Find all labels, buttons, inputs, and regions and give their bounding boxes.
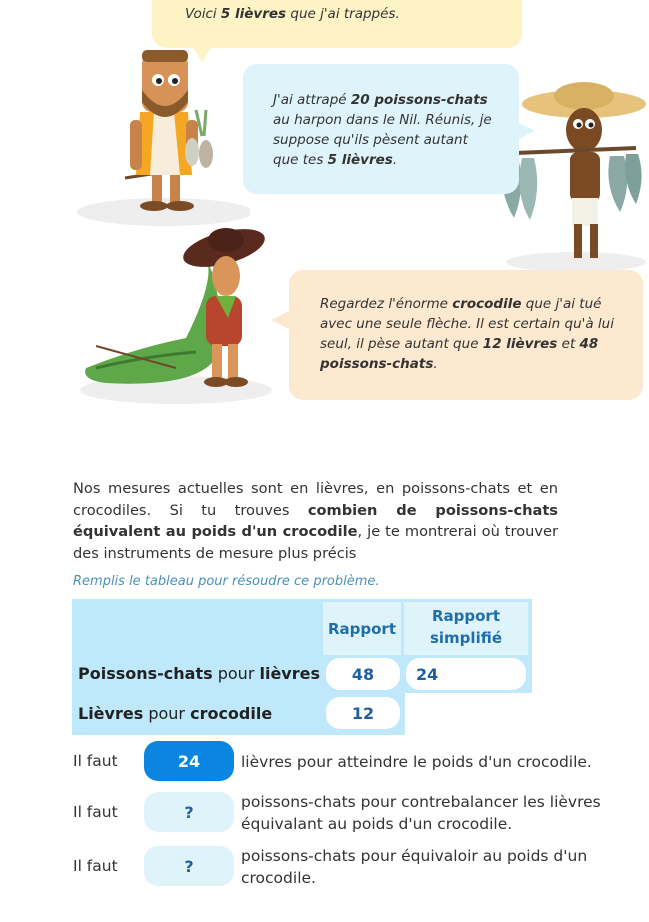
row-label-hares-crocodile: Lièvres pour crocodile [78,704,273,723]
fisher-speech-bubble [243,64,519,194]
answer-2-prefix: Il faut [73,803,118,821]
hunter-speech-bubble [152,0,522,48]
simplified-header: Rapport simplifié [429,607,502,647]
hares-crocodile-ratio-cell[interactable]: 12 [326,697,400,729]
answer-1-prefix: Il faut [73,752,118,770]
catfish-hares-ratio-cell[interactable]: 48 [326,658,400,690]
archer-speech-text: Regardez l'énorme crocodile que j'ai tué avec une seule flèche. Il est certain qu'à lui seul, il pèse autant que 12 lièvres et 48 poissons-chats. [320,296,614,372]
answer-3-field[interactable]: ? [144,846,234,886]
answer-1-field[interactable]: 24 [144,741,234,781]
answer-2-field[interactable]: ? [144,792,234,832]
row-label-catfish-hares: Poissons-chats pour lièvres [78,664,320,683]
answer-1-text: lièvres pour atteindre le poids d'un crocodile. [241,753,592,771]
ratio-header: Rapport [327,620,397,638]
hunter-illustration [70,40,250,230]
hunter-speech-text: Voici 5 lièvres que j'ai trappés. [185,6,400,22]
archer-speech-bubble [289,270,643,400]
fisher-speech-text: J'ai attrapé 20 poissons-chats au harpon dans le Nil. Réunis, je suppose qu'ils pèsent autant que tes 5 lièvres. [273,92,492,168]
catfish-hares-simplified-cell[interactable]: 24 [406,658,526,690]
archer-crocodile-illustration [76,218,276,408]
instruction-text: Remplis le tableau pour résoudre ce problème. [73,574,380,589]
answer-3-prefix: Il faut [73,857,118,875]
problem-statement: Nos mesures actuelles sont en lièvres, en poissons-chats et en crocodiles. Si tu trouves combien de poissons-chats équivalent au poids d'un crocodile, je te montrerai où trouver des instruments de mesure plus précis [73,480,558,562]
answer-2-text: poissons-chats pour contrebalancer les lièvres équivalant au poids d'un crocodile. [241,793,601,833]
answer-3-text: poissons-chats pour équivaloir au poids d'un crocodile. [241,847,588,887]
